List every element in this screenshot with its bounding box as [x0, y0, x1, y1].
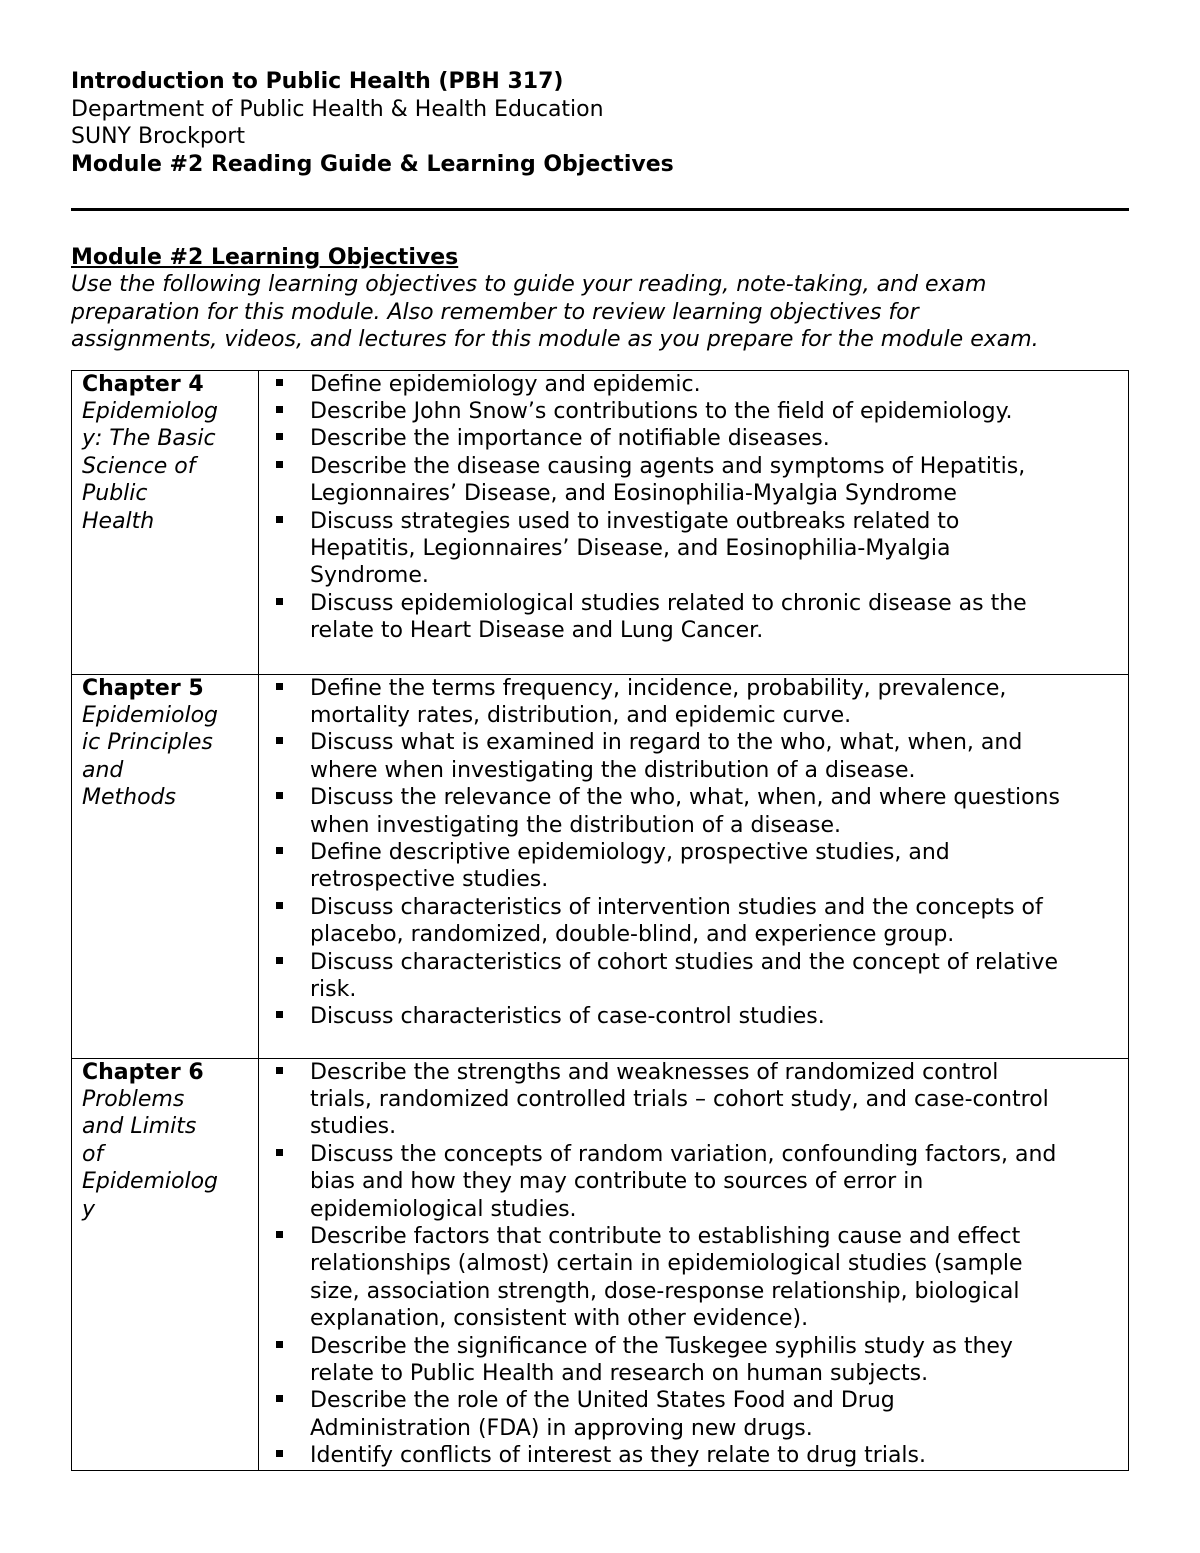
objective-text-line: retrospective studies.	[310, 867, 549, 893]
chapter-number: Chapter 5	[82, 675, 204, 701]
square-bullet-icon	[276, 792, 283, 799]
objective-text-line: Describe the strengths and weaknesses of randomized control	[310, 1059, 999, 1085]
objective-item	[310, 729, 1128, 784]
objective-text-line: relate to Public Health and research on human subjects.	[310, 1360, 929, 1386]
objective-item	[310, 1059, 1128, 1141]
square-bullet-icon	[276, 902, 283, 909]
chapter-title-line: Epidemiolog	[82, 398, 219, 424]
department-name: Department of Public Health & Health Education	[71, 96, 604, 122]
square-bullet-icon	[276, 1341, 283, 1348]
objective-item	[310, 398, 1128, 425]
intro-line: Use the following learning objectives to guide your reading, note-taking, and exam	[71, 272, 987, 297]
objective-item	[310, 453, 1128, 508]
objectives-list	[259, 1059, 1128, 1470]
objective-text-line: trials, randomized controlled trials – cohort study, and case-control	[310, 1086, 1049, 1112]
objective-text-line: Hepatitis, Legionnaires’ Disease, and Eosinophilia-Myalgia	[310, 535, 951, 561]
chapter-title-line: Epidemiolog	[82, 702, 219, 728]
chapter-title-line: Health	[82, 508, 155, 534]
header-divider	[71, 208, 1129, 211]
objective-text-line: Administration (FDA) in approving new drugs.	[310, 1415, 813, 1441]
chapter-row	[72, 674, 1129, 1058]
square-bullet-icon	[276, 847, 283, 854]
square-bullet-icon	[276, 1149, 283, 1156]
chapter-title-line: Epidemiolog	[82, 1169, 219, 1195]
objective-text-line: Discuss characteristics of case-control studies.	[310, 1004, 825, 1030]
objective-text-line: Define the terms frequency, incidence, probability, prevalence,	[310, 675, 1007, 701]
square-bullet-icon	[276, 957, 283, 964]
square-bullet-icon	[276, 379, 283, 386]
objective-text-line: relationships (almost) certain in epidemiological studies (sample	[310, 1251, 1023, 1277]
objective-item	[310, 1003, 1128, 1030]
objective-item	[310, 371, 1128, 398]
document-page	[71, 68, 1129, 1471]
objective-item	[310, 425, 1128, 452]
objective-text-line: Discuss what is examined in regard to the who, what, when, and	[310, 730, 1023, 756]
objective-text-line: epidemiological studies.	[310, 1196, 577, 1222]
objective-text-line: Identify conflicts of interest as they relate to drug trials.	[310, 1443, 926, 1469]
objectives-intro	[71, 271, 1129, 354]
objective-text-line: bias and how they may contribute to sources of error in	[310, 1169, 924, 1195]
objective-text-line: where when investigating the distribution of a disease.	[310, 757, 916, 783]
objective-text-line: Describe the disease causing agents and symptoms of Hepatitis,	[310, 453, 1026, 479]
square-bullet-icon	[276, 406, 283, 413]
chapter-title	[82, 398, 258, 535]
square-bullet-icon	[276, 683, 283, 690]
objective-text-line: Discuss the concepts of random variation, confounding factors, and	[310, 1141, 1057, 1167]
chapter-title-line: Problems	[82, 1086, 185, 1112]
chapter-title-line: Science of	[82, 453, 196, 479]
objective-item	[310, 508, 1128, 590]
objective-text-line: Describe the significance of the Tuskegee syphilis study as they	[310, 1333, 1013, 1359]
objective-item	[310, 949, 1128, 1004]
square-bullet-icon	[276, 461, 283, 468]
objective-item	[310, 590, 1128, 645]
institution-name: SUNY Brockport	[71, 124, 246, 149]
square-bullet-icon	[276, 737, 283, 744]
chapter-number: Chapter 4	[82, 371, 204, 397]
objective-text-line: Discuss the relevance of the who, what, when, and where questions	[310, 785, 1060, 811]
objective-text-line: size, association strength, dose-response relationship, biological	[310, 1278, 1020, 1304]
square-bullet-icon	[276, 516, 283, 523]
objective-item	[310, 1442, 1128, 1469]
objectives-cell	[259, 370, 1129, 674]
objective-text-line: Describe the role of the United States Food and Drug	[310, 1388, 895, 1414]
chapter-title-line: y: The Basic	[82, 426, 216, 452]
chapter-title-line: Public	[82, 481, 148, 507]
chapter-number: Chapter 6	[82, 1059, 204, 1085]
chapter-title-line: y	[82, 1196, 96, 1222]
objective-text-line: studies.	[310, 1114, 397, 1140]
chapter-row	[72, 1058, 1129, 1470]
square-bullet-icon	[276, 1067, 283, 1074]
chapter-cell	[72, 370, 259, 674]
objective-item	[310, 784, 1128, 839]
chapter-title-line: ic Principles	[82, 730, 213, 756]
objectives-cell	[259, 1058, 1129, 1470]
course-title: Introduction to Public Health (PBH 317)	[71, 69, 564, 94]
objective-item	[310, 839, 1128, 894]
chapter-title-line: and	[82, 757, 124, 783]
chapter-cell	[72, 1058, 259, 1470]
square-bullet-icon	[276, 598, 283, 605]
objective-text-line: Describe John Snow’s contributions to the field of epidemiology.	[310, 398, 1013, 424]
square-bullet-icon	[276, 1395, 283, 1402]
objective-text-line: Define epidemiology and epidemic.	[310, 371, 701, 397]
objective-item	[310, 1333, 1128, 1388]
objective-item	[310, 675, 1128, 730]
document-title: Module #2 Reading Guide & Learning Objectives	[71, 151, 674, 177]
chapter-title-line: and Limits	[82, 1114, 197, 1140]
square-bullet-icon	[276, 433, 283, 440]
objective-text-line: placebo, randomized, double-blind, and experience group.	[310, 922, 955, 948]
intro-line: preparation for this module. Also remember to review learning objectives for	[71, 299, 919, 325]
chapter-title	[82, 1086, 258, 1223]
objectives-list	[259, 371, 1128, 645]
objective-text-line: Define descriptive epidemiology, prospective studies, and	[310, 839, 950, 865]
objective-text-line: Discuss characteristics of intervention studies and the concepts of	[310, 894, 1043, 920]
chapter-title	[82, 702, 258, 812]
objective-text-line: risk.	[310, 976, 357, 1002]
objective-text-line: Discuss epidemiological studies related to chronic disease as the	[310, 590, 1027, 616]
objectives-cell	[259, 674, 1129, 1058]
objective-text-line: relate to Heart Disease and Lung Cancer.	[310, 618, 764, 644]
objective-text-line: Describe factors that contribute to establishing cause and effect	[310, 1223, 1021, 1249]
intro-line: assignments, videos, and lectures for this module as you prepare for the module exam.	[71, 327, 1039, 352]
objectives-table	[71, 370, 1129, 1471]
square-bullet-icon	[276, 1011, 283, 1018]
objective-item	[310, 1387, 1128, 1442]
objective-item	[310, 1141, 1128, 1223]
square-bullet-icon	[276, 1450, 283, 1457]
chapter-title-line: Methods	[82, 785, 176, 811]
objectives-list	[259, 675, 1128, 1031]
chapter-cell	[72, 674, 259, 1058]
objective-text-line: Discuss strategies used to investigate outbreaks related to	[310, 508, 960, 534]
objective-text-line: Syndrome.	[310, 563, 429, 589]
objective-item	[310, 1223, 1128, 1333]
objective-text-line: Legionnaires’ Disease, and Eosinophilia-Myalgia Syndrome	[310, 481, 957, 507]
objective-text-line: mortality rates, distribution, and epidemic curve.	[310, 702, 852, 728]
square-bullet-icon	[276, 1231, 283, 1238]
objective-text-line: Discuss characteristics of cohort studies and the concept of relative	[310, 949, 1058, 975]
objective-item	[310, 894, 1128, 949]
objectives-heading: Module #2 Learning Objectives	[71, 245, 459, 270]
objective-text-line: when investigating the distribution of a disease.	[310, 812, 841, 838]
objective-text-line: Describe the importance of notifiable diseases.	[310, 426, 830, 452]
chapter-row	[72, 370, 1129, 674]
chapter-title-line: of	[82, 1141, 104, 1167]
objective-text-line: explanation, consistent with other evidence).	[310, 1306, 809, 1332]
